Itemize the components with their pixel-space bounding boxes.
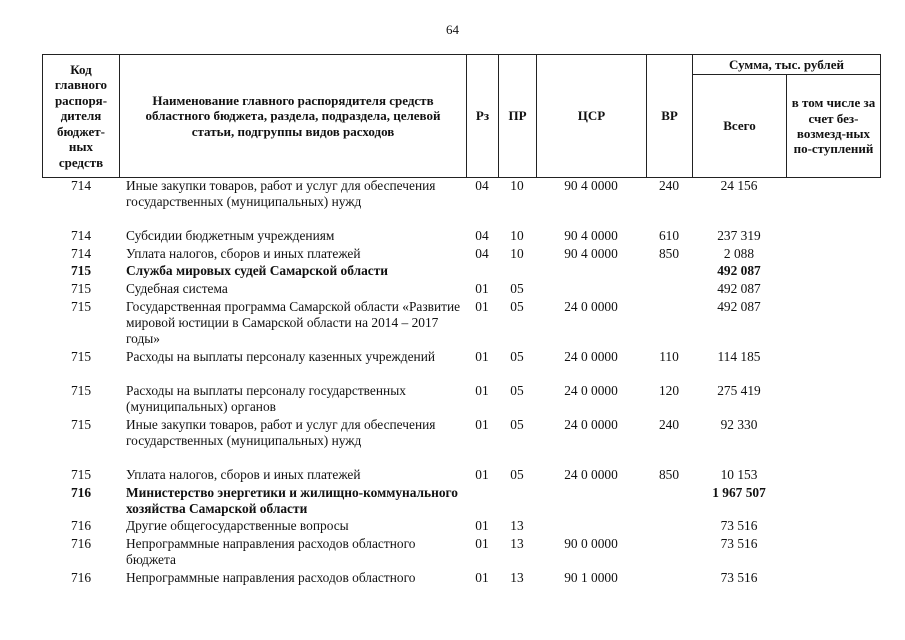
total-cell: 492 087 [717, 263, 761, 279]
csr-cell: 90 0 0000 [564, 536, 618, 552]
csr-cell: 90 1 0000 [564, 569, 618, 585]
table-row [0, 178, 905, 228]
code-cell: 715 [70, 416, 92, 432]
name-cell: Государственная программа Самарской области «Развитие мировой юстиции в Самарской области на 2014 – 2017 годы» [126, 298, 461, 347]
name-cell: Иные закупки товаров, работ и услуг для обеспечения государственных (муниципальных) нужд [126, 178, 436, 210]
pr-cell: 05 [510, 348, 524, 364]
total-cell: 73 516 [720, 536, 758, 552]
rz-cell: 04 [475, 228, 489, 244]
code-cell: 716 [70, 484, 92, 500]
code-cell: 714 [70, 178, 92, 193]
rz-cell: 04 [475, 245, 489, 261]
csr-cell: 90 4 0000 [564, 245, 618, 261]
vr-cell: 240 [658, 416, 680, 432]
header-vr: ВР [646, 54, 693, 178]
name-cell: Непрограммные направления расходов областного [126, 569, 416, 585]
header-rz: Рз [466, 54, 499, 178]
name-cell: Уплата налогов, сборов и иных платежей [126, 245, 361, 261]
code-cell: 714 [70, 245, 92, 261]
csr-cell: 90 4 0000 [564, 178, 618, 193]
table-row [0, 485, 905, 519]
total-cell: 73 516 [720, 518, 758, 534]
table-row [0, 536, 905, 570]
header-total: Всего [692, 74, 787, 178]
csr-cell: 24 0 0000 [564, 348, 618, 364]
header-name: Наименование главного распорядителя средств областного бюджета, раздела, подраздела, целевой статьи, подгруппы видов расходов [119, 54, 467, 178]
table-row [0, 299, 905, 349]
table-row [0, 281, 905, 299]
header-sum: Сумма, тыс. рублей [692, 54, 881, 75]
code-cell: 715 [70, 382, 92, 398]
pr-cell: 05 [510, 298, 524, 314]
name-cell: Уплата налогов, сборов и иных платежей [126, 466, 361, 482]
pr-cell: 05 [510, 382, 524, 398]
rz-cell: 01 [475, 518, 489, 534]
name-cell: Служба мировых судей Самарской области [126, 263, 389, 279]
header-pr: ПР [498, 54, 537, 178]
vr-cell: 610 [658, 228, 680, 244]
rz-cell: 01 [475, 536, 489, 552]
rz-cell: 01 [475, 569, 489, 585]
rz-cell: 01 [475, 348, 489, 364]
header-code: Код главного распоря-дителя бюджет-ных средств [42, 54, 120, 178]
rz-cell: 01 [475, 298, 489, 314]
total-cell: 92 330 [720, 416, 758, 432]
total-cell: 114 185 [717, 348, 761, 364]
total-cell: 2 088 [723, 245, 755, 261]
csr-cell: 24 0 0000 [564, 298, 618, 314]
vr-cell: 240 [658, 178, 680, 193]
table-row [0, 518, 905, 536]
table-row [0, 570, 905, 588]
code-cell: 715 [70, 348, 92, 364]
pr-cell: 13 [510, 569, 524, 585]
name-cell: Расходы на выплаты персоналу казенных учреждений [126, 348, 436, 364]
name-cell: Министерство энергетики и жилищно-коммунального хозяйства Самарской области [126, 484, 458, 516]
table-row [0, 467, 905, 485]
pr-cell: 05 [510, 466, 524, 482]
rz-cell: 01 [475, 416, 489, 432]
table-row [0, 246, 905, 264]
vr-cell: 850 [658, 245, 680, 261]
vr-cell: 850 [658, 466, 680, 482]
total-cell: 73 516 [720, 569, 758, 585]
pr-cell: 10 [510, 178, 524, 193]
table-row [0, 383, 905, 417]
total-cell: 492 087 [717, 298, 761, 314]
csr-cell: 24 0 0000 [564, 416, 618, 432]
rz-cell: 01 [475, 466, 489, 482]
total-cell: 237 319 [717, 228, 761, 244]
rz-cell: 01 [475, 382, 489, 398]
pr-cell: 13 [510, 518, 524, 534]
total-cell: 10 153 [720, 466, 758, 482]
name-cell: Другие общегосударственные вопросы [126, 518, 349, 534]
code-cell: 715 [70, 263, 92, 279]
header-free: в том числе за счет без-возмезд-ных по-ступлений [786, 74, 881, 178]
pr-cell: 13 [510, 536, 524, 552]
name-cell: Расходы на выплаты персоналу государственных (муниципальных) органов [126, 382, 406, 415]
vr-cell: 120 [658, 382, 680, 398]
code-cell: 716 [70, 518, 92, 534]
code-cell: 715 [70, 281, 92, 297]
pr-cell: 05 [510, 281, 524, 297]
rz-cell: 04 [475, 178, 489, 193]
header-csr: ЦСР [536, 54, 647, 178]
table-row [0, 228, 905, 246]
table-row [0, 349, 905, 383]
total-cell: 24 156 [720, 178, 758, 193]
csr-cell: 24 0 0000 [564, 466, 618, 482]
code-cell: 715 [70, 466, 92, 482]
vr-cell: 110 [659, 348, 679, 364]
csr-cell: 24 0 0000 [564, 382, 618, 398]
name-cell: Иные закупки товаров, работ и услуг для обеспечения государственных (муниципальных) нужд [126, 416, 436, 448]
pr-cell: 05 [510, 416, 524, 432]
name-cell: Непрограммные направления расходов областного бюджета [126, 536, 416, 568]
pr-cell: 10 [510, 228, 524, 244]
code-cell: 714 [70, 228, 92, 244]
code-cell: 715 [70, 298, 92, 314]
total-cell: 1 967 507 [712, 484, 766, 500]
total-cell: 275 419 [717, 382, 761, 398]
table-body [0, 178, 905, 588]
csr-cell: 90 4 0000 [564, 228, 618, 244]
pr-cell: 10 [510, 245, 524, 261]
code-cell: 716 [70, 569, 92, 585]
code-cell: 716 [70, 536, 92, 552]
table-row [0, 263, 905, 281]
rz-cell: 01 [475, 281, 489, 297]
page-number: 64 [446, 22, 459, 37]
name-cell: Субсидии бюджетным учреждениям [126, 228, 335, 244]
name-cell: Судебная система [126, 281, 228, 297]
table-row [0, 417, 905, 467]
total-cell: 492 087 [717, 281, 761, 297]
